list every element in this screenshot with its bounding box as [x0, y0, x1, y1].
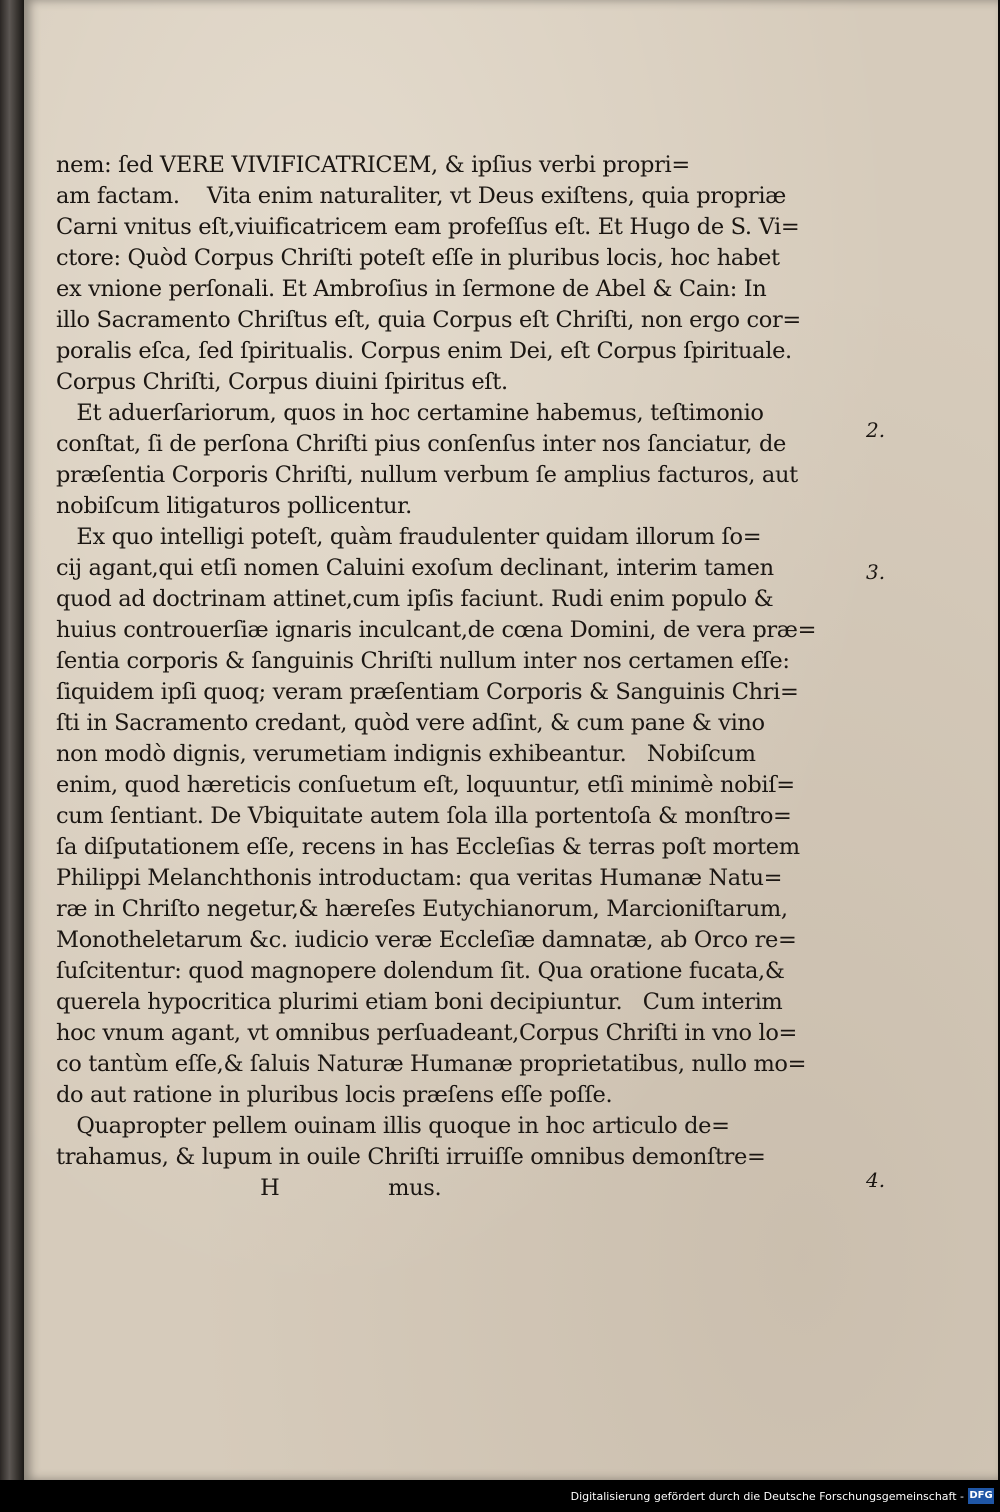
- funding-credit: Digitalisierung gefördert durch die Deutsche Forschungsgemeinschaft -: [570, 1490, 964, 1503]
- text-line: Et aduerſariorum, quos in hoc certamine habemus, teſtimonio: [56, 400, 764, 426]
- text-line: ræ in Chriſto negetur,& hæreſes Eutychianorum, Marcioniſtarum,: [56, 896, 788, 922]
- text-line: præſentia Corporis Chriſti, nullum verbum ſe amplius facturos, aut: [56, 462, 798, 488]
- text-line: Ex quo intelligi poteſt, quàm fraudulenter quidam illorum ſo=: [56, 524, 762, 550]
- text-line: do aut ratione in pluribus locis præſens eſſe poſſe.: [56, 1082, 613, 1108]
- text-line: nem: ſed VERE VIVIFICATRICEM, & ipſius verbi propri=: [56, 152, 690, 178]
- book-page: [24, 0, 998, 1480]
- text-line: ſuſcitentur: quod magnopere dolendum ſit. Qua oratione fucata,&: [56, 958, 785, 984]
- text-line: querela hypocritica plurimi etiam boni decipiuntur. Cum interim: [56, 989, 783, 1015]
- text-line: illo Sacramento Chriſtus eſt, quia Corpus eſt Chriſti, non ergo cor=: [56, 307, 801, 333]
- text-line: Carni vnitus eſt,viuificatricem eam profeſſus eſt. Et Hugo de S. Vi=: [56, 214, 800, 240]
- footer-bar: [0, 1480, 1000, 1512]
- text-line: enim, quod hæreticis conſuetum eſt, loquuntur, etſi minimè nobiſ=: [56, 772, 795, 798]
- marginal-number: 3.: [866, 560, 886, 584]
- text-line: conſtat, ſi de perſona Chriſti pius conſenſus inter nos ſanciatur, de: [56, 431, 786, 457]
- book-binding-edge: [0, 0, 24, 1480]
- body-text: [56, 150, 856, 1204]
- text-line: ſa diſputationem eſſe, recens in has Eccleſias & terras poſt mortem: [56, 834, 800, 860]
- text-line: quod ad doctrinam attinet,cum ipſis faciunt. Rudi enim populo &: [56, 586, 774, 612]
- text-line: ſti in Sacramento credant, quòd vere adſint, & cum pane & vino: [56, 710, 765, 736]
- text-line: huius controuerſiæ ignaris inculcant,de cœna Domini, de vera præ=: [56, 617, 817, 643]
- dfg-logo: DFG: [968, 1488, 994, 1504]
- text-line: poralis eſca, ſed ſpiritualis. Corpus enim Dei, eſt Corpus ſpirituale.: [56, 338, 792, 364]
- text-line: co tantùm eſſe,& ſaluis Naturæ Humanæ proprietatibus, nullo mo=: [56, 1051, 807, 1077]
- text-line: H mus.: [56, 1175, 442, 1201]
- marginal-number: 2.: [866, 418, 886, 442]
- text-line: cij agant,qui etſi nomen Caluini exoſum declinant, interim tamen: [56, 555, 774, 581]
- text-line: Quapropter pellem ouinam illis quoque in hoc articulo de=: [56, 1113, 730, 1139]
- text-line: trahamus, & lupum in ouile Chriſti irruiſſe omnibus demonſtre=: [56, 1144, 766, 1170]
- text-line: ctore: Quòd Corpus Chriſti poteſt eſſe in pluribus locis, hoc habet: [56, 245, 780, 271]
- text-line: ſiquidem ipſi quoq; veram præſentiam Corporis & Sanguinis Chri=: [56, 679, 799, 705]
- text-line: hoc vnum agant, vt omnibus perſuadeant,Corpus Chriſti in vno lo=: [56, 1020, 798, 1046]
- text-line: cum ſentiant. De Vbiquitate autem ſola illa portentoſa & monſtro=: [56, 803, 792, 829]
- text-line: am factam. Vita enim naturaliter, vt Deus exiſtens, quia propriæ: [56, 183, 786, 209]
- text-line: Corpus Chriſti, Corpus diuini ſpiritus eſt.: [56, 369, 508, 395]
- text-line: ex vnione perſonali. Et Ambroſius in ſermone de Abel & Cain: In: [56, 276, 767, 302]
- text-line: Philippi Melanchthonis introductam: qua veritas Humanæ Natu=: [56, 865, 783, 891]
- marginal-number: 4.: [866, 1168, 886, 1192]
- text-line: nobiſcum litigaturos pollicentur.: [56, 493, 412, 519]
- text-line: Monotheletarum &c. iudicio veræ Eccleſiæ damnatæ, ab Orco re=: [56, 927, 797, 953]
- text-line: ſentia corporis & ſanguinis Chriſti nullum inter nos certamen eſſe:: [56, 648, 790, 674]
- text-line: non modò dignis, verumetiam indignis exhibeantur. Nobiſcum: [56, 741, 756, 767]
